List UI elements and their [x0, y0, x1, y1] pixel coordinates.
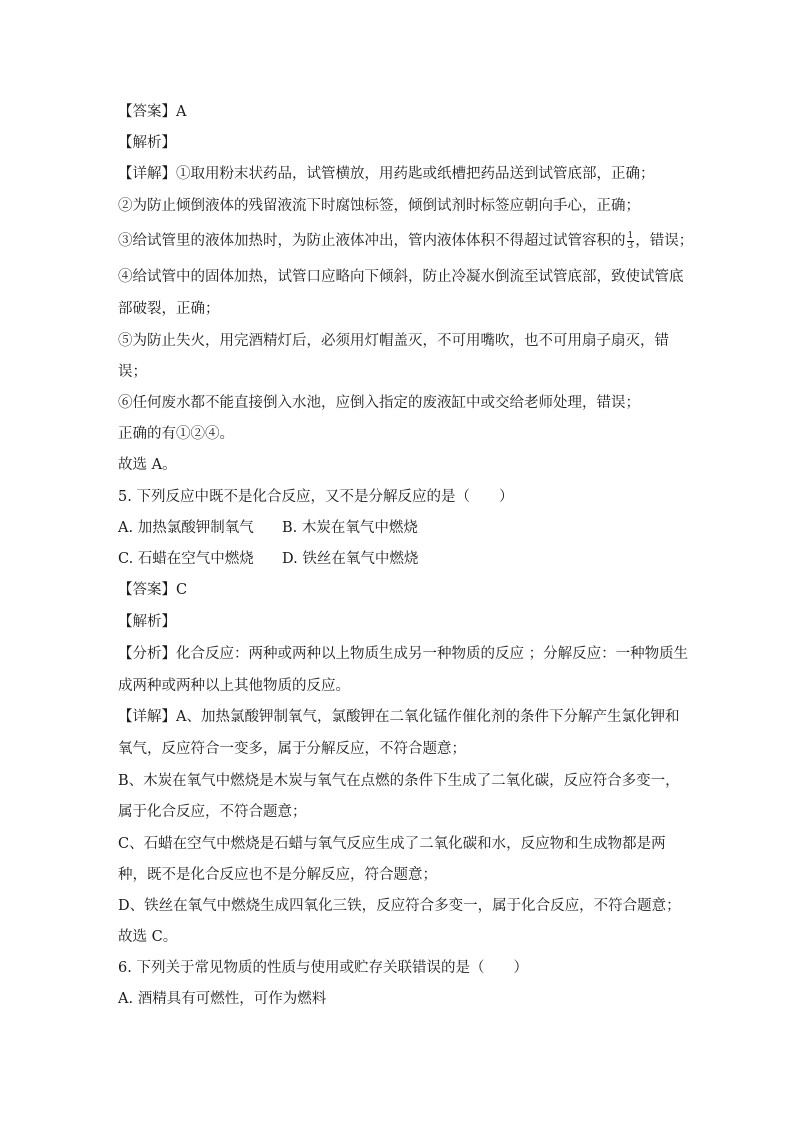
q5-option-c: C. 石蜡在空气中燃烧	[118, 551, 254, 567]
q4-detail-line-6: ⑥任何废水都不能直接倒入水池，应倒入指定的废液缸中或交给老师处理，错误；	[118, 395, 640, 411]
q4-detail-line-5a: ⑤为防止失火，用完酒精灯后，必须用灯帽盖灭，不可用嘴吹，也不可用扇子扇灭，错	[118, 333, 669, 349]
q4-choose: 故选 A。	[118, 457, 177, 473]
q4-analysis-heading: 【解析】	[118, 135, 176, 151]
q4-detail-line-4a: ④给试管中的固体加热，试管口应略向下倾斜，防止冷凝水倒流至试管底部，致使试管底	[118, 269, 684, 285]
q5-detail-b-line-2: 属于化合反应，不符合题意；	[118, 804, 307, 820]
fraction-numerator: 1	[627, 230, 634, 241]
q5-detail-d: D、铁丝在氧气中燃烧生成四氧化三铁，反应符合多变一，属于化合反应，不符合题意；	[118, 898, 681, 914]
q5-option-d: D. 铁丝在氧气中燃烧	[282, 551, 419, 567]
q4-correct-summary: 正确的有①②④。	[118, 426, 234, 442]
q5-detail-c-line-2: 种，既不是化合反应也不是分解反应，符合题意；	[118, 867, 437, 883]
q5-answer: 【答案】C	[118, 582, 188, 598]
q4-detail-line-4b: 部破裂，正确；	[118, 301, 220, 317]
q4-detail-line-5b: 误；	[118, 364, 147, 380]
fraction-one-third	[627, 232, 635, 251]
q4-detail-line-1: 【详解】①取用粉末状药品，试管横放，用药匙或纸槽把药品送到试管底部，正确；	[118, 166, 655, 182]
q4-detail-3-text: ③给试管里的液体加热时，为防止液体冲出，管内液体体积不得超过试管容积的	[118, 233, 626, 249]
q5-detail-a-line-1: 【详解】A、加热氯酸钾制氧气，氯酸钾在二氧化锰作催化剂的条件下分解产生氯化钾和	[118, 709, 680, 725]
q4-detail-line-2: ②为防止倾倒液体的残留液流下时腐蚀标签，倾倒试剂时标签应朝向手心，正确；	[118, 198, 640, 214]
q6-option-a: A. 酒精具有可燃性，可作为燃料	[118, 991, 327, 1007]
q5-option-b: B. 木炭在氧气中燃烧	[282, 520, 418, 536]
q4-detail-line-3	[118, 231, 693, 251]
q5-fenxi-line-b: 成两种或两种以上其他物质的反应。	[118, 678, 350, 694]
q4-answer: 【答案】A	[118, 104, 187, 120]
fraction-denominator: 3	[627, 240, 634, 251]
q5-detail-a-line-2: 氧气，反应符合一变多，属于分解反应，不符合题意；	[118, 741, 466, 757]
q5-detail-c-line-1: C、石蜡在空气中燃烧是石蜡与氧气反应生成了二氧化碳和水，反应物和生成物都是两	[118, 836, 666, 852]
q5-fenxi-line-a: 【分析】化合反应：两种或两种以上物质生成另一种物质的反应 ；分解反应：一种物质生	[118, 646, 689, 662]
q5-choose: 故选 C。	[118, 929, 178, 945]
q4-detail-3-suffix: ，错误；	[635, 233, 694, 249]
q5-detail-b-line-1: B、木炭在氧气中燃烧是木炭与氧气在点燃的条件下生成了二氧化碳，反应符合多变一，	[118, 773, 680, 789]
q5-option-a: A. 加热氯酸钾制氧气	[118, 520, 254, 536]
q6-stem: 6. 下列关于常见物质的性质与使用或贮存关联错误的是（ ）	[118, 960, 528, 976]
q5-analysis-heading: 【解析】	[118, 614, 176, 630]
q5-stem: 5. 下列反应中既不是化合反应，又不是分解反应的是（ ）	[118, 489, 514, 505]
